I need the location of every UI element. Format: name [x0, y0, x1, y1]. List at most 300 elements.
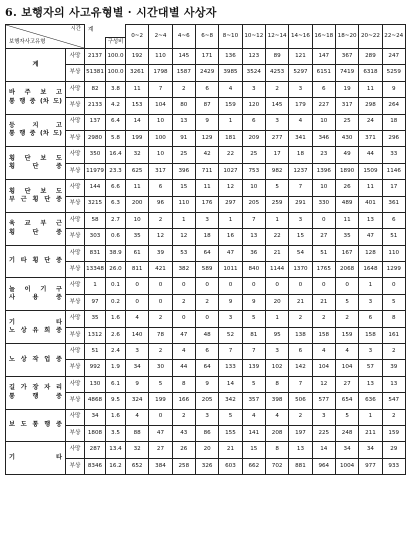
table-header [6, 25, 406, 49]
value-cell: 4 [126, 311, 149, 327]
value-cell: 2 [195, 294, 218, 310]
category-cell [6, 245, 66, 278]
value-cell: 298 [359, 98, 382, 114]
value-cell: 3 [359, 344, 382, 360]
value-cell: 167 [335, 245, 358, 261]
pct-cell: 3.5 [106, 425, 126, 441]
casualty-kind-cell: 사망 [66, 409, 85, 425]
value-cell: 100 [149, 130, 172, 146]
value-cell: 2 [149, 311, 172, 327]
value-cell: 54 [289, 245, 312, 261]
category-label-line: 통 행 중 (차 도) [9, 130, 62, 138]
table-row [6, 376, 406, 392]
total-cell: 3215 [85, 196, 106, 212]
value-cell: 25 [172, 147, 195, 163]
category-cell [6, 311, 66, 344]
category-label-line: 횡 단 보 도 [9, 187, 62, 195]
total-cell: 4868 [85, 393, 106, 409]
value-cell: 128 [359, 245, 382, 261]
value-cell: 211 [359, 425, 382, 441]
value-cell: 205 [195, 393, 218, 409]
value-cell: 317 [149, 163, 172, 179]
value-cell: 3 [312, 409, 335, 425]
total-cell: 1808 [85, 425, 106, 441]
value-cell: 2 [382, 344, 405, 360]
value-cell: 10 [312, 114, 335, 130]
value-cell: 0 [289, 278, 312, 294]
value-cell: 61 [126, 245, 149, 261]
value-cell: 158 [359, 327, 382, 343]
value-cell: 13 [359, 376, 382, 392]
value-cell: 10 [242, 180, 265, 196]
value-cell: 192 [126, 49, 149, 65]
value-cell: 11 [126, 180, 149, 196]
value-cell: 7 [289, 180, 312, 196]
time-slot-header: 18~20 [335, 25, 358, 49]
value-cell: 0 [149, 278, 172, 294]
value-cell: 398 [265, 393, 288, 409]
value-cell: 7 [242, 344, 265, 360]
value-cell: 1890 [335, 163, 358, 179]
value-cell: 15 [289, 229, 312, 245]
value-cell: 371 [359, 130, 382, 146]
value-cell: 26 [172, 442, 195, 458]
total-cell: 34 [85, 409, 106, 425]
value-cell: 1146 [382, 163, 405, 179]
value-cell: 53 [172, 245, 195, 261]
value-cell: 16 [219, 229, 242, 245]
casualty-kind-cell: 부상 [66, 393, 85, 409]
value-cell: 147 [312, 49, 335, 65]
table-row [6, 311, 406, 327]
total-cell: 11979 [85, 163, 106, 179]
value-cell: 1370 [289, 262, 312, 278]
value-cell: 326 [195, 458, 218, 474]
value-cell: 14 [312, 442, 335, 458]
value-cell: 7419 [335, 65, 358, 81]
casualty-kind-cell: 부상 [66, 458, 85, 474]
value-cell: 138 [289, 327, 312, 343]
value-cell: 9 [195, 114, 218, 130]
value-cell: 205 [242, 196, 265, 212]
value-cell: 840 [242, 262, 265, 278]
value-cell: 702 [265, 458, 288, 474]
value-cell: 139 [242, 360, 265, 376]
value-cell: 145 [265, 98, 288, 114]
table-row [6, 65, 406, 81]
casualty-kind-cell: 부상 [66, 163, 85, 179]
table-row [6, 294, 406, 310]
value-cell: 2 [335, 311, 358, 327]
total-cell: 137 [85, 114, 106, 130]
value-cell: 4 [172, 344, 195, 360]
value-cell: 330 [312, 196, 335, 212]
value-cell: 89 [265, 49, 288, 65]
pct-cell: 100.0 [106, 65, 126, 81]
value-cell: 3985 [219, 65, 242, 81]
category-cell [6, 180, 66, 213]
value-cell: 6 [312, 81, 335, 97]
value-cell: 0 [219, 278, 242, 294]
value-cell: 120 [242, 98, 265, 114]
value-cell: 22 [265, 229, 288, 245]
casualty-kind-cell: 사망 [66, 376, 85, 392]
pct-cell: 23.3 [106, 163, 126, 179]
value-cell: 17 [265, 147, 288, 163]
value-cell: 324 [126, 393, 149, 409]
value-cell: 3 [265, 114, 288, 130]
value-cell: 141 [242, 425, 265, 441]
table-row [6, 114, 406, 130]
value-cell: 33 [382, 147, 405, 163]
value-cell: 26 [335, 180, 358, 196]
pct-cell: 1.9 [106, 360, 126, 376]
casualty-kind-cell: 부상 [66, 229, 85, 245]
value-cell: 176 [195, 196, 218, 212]
category-cell [6, 114, 66, 147]
value-cell: 18 [289, 147, 312, 163]
value-cell: 7 [219, 344, 242, 360]
value-cell: 104 [149, 98, 172, 114]
category-label-line: 횡 단 중 [9, 163, 62, 171]
value-cell: 49 [335, 147, 358, 163]
pct-cell: 4.2 [106, 98, 126, 114]
value-cell: 384 [149, 458, 172, 474]
value-cell: 12 [172, 229, 195, 245]
value-cell: 10 [312, 180, 335, 196]
value-cell: 5 [242, 376, 265, 392]
value-cell: 11 [359, 81, 382, 97]
value-cell: 30 [149, 360, 172, 376]
value-cell: 91 [172, 130, 195, 146]
value-cell: 0 [126, 278, 149, 294]
table-row [6, 81, 406, 97]
value-cell: 430 [335, 130, 358, 146]
value-cell: 506 [289, 393, 312, 409]
pct-cell: 6.6 [106, 180, 126, 196]
value-cell: 140 [126, 327, 149, 343]
value-cell: 14 [219, 376, 242, 392]
value-cell: 10 [149, 147, 172, 163]
table-row [6, 393, 406, 409]
value-cell: 0 [195, 278, 218, 294]
value-cell: 1011 [219, 262, 242, 278]
value-cell: 129 [195, 130, 218, 146]
pct-cell: 1.6 [106, 409, 126, 425]
category-label-line: 기 타 [9, 318, 62, 326]
time-slot-header: 14~16 [289, 25, 312, 49]
category-label-line: 놀 이 기 구 [9, 286, 62, 293]
value-cell: 361 [382, 196, 405, 212]
casualty-table [5, 24, 406, 475]
value-cell: 1 [265, 311, 288, 327]
value-cell: 6318 [359, 65, 382, 81]
total-header-spacer [85, 38, 106, 49]
category-label-line: 노 상 작 업 중 [9, 355, 62, 363]
value-cell: 133 [219, 360, 242, 376]
value-cell: 18 [195, 229, 218, 245]
value-cell: 42 [195, 147, 218, 163]
value-cell: 11 [195, 180, 218, 196]
corner-header-cell [6, 25, 85, 49]
value-cell: 9 [382, 81, 405, 97]
table-row [6, 229, 406, 245]
value-cell: 47 [219, 245, 242, 261]
value-cell: 577 [312, 393, 335, 409]
value-cell: 9 [126, 376, 149, 392]
pct-cell: 0.2 [106, 294, 126, 310]
table-row [6, 458, 406, 474]
value-cell: 21 [219, 442, 242, 458]
value-cell: 547 [382, 393, 405, 409]
total-cell: 8346 [85, 458, 106, 474]
value-cell: 13 [382, 376, 405, 392]
value-cell: 0 [195, 311, 218, 327]
value-cell: 200 [126, 196, 149, 212]
value-cell: 3 [195, 212, 218, 228]
value-cell: 15 [242, 442, 265, 458]
casualty-kind-cell: 부상 [66, 294, 85, 310]
value-cell: 0 [382, 278, 405, 294]
value-cell: 3 [265, 344, 288, 360]
value-cell: 357 [242, 393, 265, 409]
value-cell: 259 [265, 196, 288, 212]
value-cell: 64 [195, 245, 218, 261]
pct-cell: 2.4 [106, 344, 126, 360]
value-cell: 341 [289, 130, 312, 146]
table-body [6, 49, 406, 475]
category-label-line: 길 가 장 자 리 [9, 384, 62, 392]
total-cell: 2133 [85, 98, 106, 114]
value-cell: 34 [126, 360, 149, 376]
value-cell: 296 [382, 130, 405, 146]
category-label-line: 바 주 보 고 [9, 89, 62, 97]
pct-cell: 3.8 [106, 81, 126, 97]
total-cell: 82 [85, 81, 106, 97]
pct-cell: 1.6 [106, 311, 126, 327]
value-cell: 625 [126, 163, 149, 179]
casualty-kind-cell: 사망 [66, 114, 85, 130]
category-label-line: 부 근 횡 단 중 [9, 196, 62, 204]
total-header: 계 [85, 25, 126, 38]
time-slot-header: 16~18 [312, 25, 335, 49]
value-cell: 57 [359, 360, 382, 376]
table-row [6, 147, 406, 163]
casualty-kind-cell: 사망 [66, 344, 85, 360]
time-slot-header: 20~22 [359, 25, 382, 49]
value-cell: 2 [149, 212, 172, 228]
value-cell: 7 [149, 81, 172, 97]
casualty-kind-cell: 사망 [66, 311, 85, 327]
value-cell: 289 [359, 49, 382, 65]
time-slot-header: 22~24 [382, 25, 405, 49]
value-cell: 342 [219, 393, 242, 409]
value-cell: 19 [335, 81, 358, 97]
value-cell: 3 [242, 81, 265, 97]
value-cell: 6151 [312, 65, 335, 81]
value-cell: 2 [149, 344, 172, 360]
value-cell: 27 [312, 229, 335, 245]
value-cell: 171 [195, 49, 218, 65]
value-cell: 95 [265, 327, 288, 343]
value-cell: 3261 [126, 65, 149, 81]
value-cell: 1509 [359, 163, 382, 179]
value-cell: 0 [172, 311, 195, 327]
value-cell: 1396 [312, 163, 335, 179]
value-cell: 102 [265, 360, 288, 376]
value-cell: 5259 [382, 65, 405, 81]
value-cell: 6 [289, 344, 312, 360]
value-cell: 34 [359, 442, 382, 458]
value-cell: 110 [149, 49, 172, 65]
value-cell: 199 [126, 130, 149, 146]
value-cell: 47 [359, 229, 382, 245]
table-row [6, 442, 406, 458]
value-cell: 47 [149, 425, 172, 441]
value-cell: 7 [289, 376, 312, 392]
value-cell: 3 [195, 409, 218, 425]
category-cell [6, 147, 66, 180]
value-cell: 5 [265, 180, 288, 196]
value-cell: 166 [172, 393, 195, 409]
pct-cell: 0.6 [106, 229, 126, 245]
value-cell: 8 [172, 376, 195, 392]
value-cell: 208 [265, 425, 288, 441]
value-cell: 161 [382, 327, 405, 343]
value-cell: 1 [219, 212, 242, 228]
value-cell: 153 [126, 98, 149, 114]
table-row [6, 425, 406, 441]
pct-cell: 6.4 [106, 114, 126, 130]
value-cell: 2 [172, 409, 195, 425]
value-cell: 264 [382, 98, 405, 114]
value-cell: 933 [382, 458, 405, 474]
value-cell: 382 [172, 262, 195, 278]
value-cell: 121 [289, 49, 312, 65]
value-cell: 29 [382, 442, 405, 458]
category-cell [6, 212, 66, 245]
document-title: 6. 보행자의 사고유형별 · 시간대별 사상자 [5, 6, 217, 19]
category-label-line: 횡 단 보 도 [9, 154, 62, 162]
value-cell: 21 [289, 294, 312, 310]
value-cell: 3 [359, 294, 382, 310]
value-cell: 158 [312, 327, 335, 343]
casualty-kind-cell: 부상 [66, 360, 85, 376]
total-cell: 51381 [85, 65, 106, 81]
casualty-kind-cell: 사망 [66, 245, 85, 261]
value-cell: 3 [126, 344, 149, 360]
casualty-kind-cell: 부상 [66, 98, 85, 114]
value-cell: 1 [172, 212, 195, 228]
value-cell: 1144 [265, 262, 288, 278]
value-cell: 5297 [289, 65, 312, 81]
value-cell: 81 [242, 327, 265, 343]
value-cell: 123 [242, 49, 265, 65]
value-cell: 6 [359, 311, 382, 327]
value-cell: 2 [312, 311, 335, 327]
value-cell: 8 [265, 442, 288, 458]
casualty-kind-cell: 사망 [66, 180, 85, 196]
value-cell: 179 [289, 98, 312, 114]
total-cell: 2980 [85, 130, 106, 146]
value-cell: 1587 [172, 65, 195, 81]
time-slot-header: 4~6 [172, 25, 195, 49]
casualty-kind-cell: 부상 [66, 262, 85, 278]
value-cell: 48 [195, 327, 218, 343]
table-row [6, 130, 406, 146]
category-cell [6, 376, 66, 409]
table-row [6, 49, 406, 65]
value-cell: 0 [126, 294, 149, 310]
value-cell: 753 [242, 163, 265, 179]
value-cell: 6 [242, 114, 265, 130]
value-cell: 964 [312, 458, 335, 474]
value-cell: 2429 [195, 65, 218, 81]
value-cell: 36 [242, 245, 265, 261]
value-cell: 21 [312, 294, 335, 310]
value-cell: 277 [265, 130, 288, 146]
value-cell: 317 [335, 98, 358, 114]
value-cell: 27 [149, 442, 172, 458]
value-cell: 1027 [219, 163, 242, 179]
time-slot-header: 8~10 [219, 25, 242, 49]
casualty-kind-cell: 부상 [66, 130, 85, 146]
value-cell: 6 [382, 212, 405, 228]
value-cell: 346 [312, 130, 335, 146]
casualty-kind-cell: 사망 [66, 147, 85, 163]
value-cell: 12 [219, 180, 242, 196]
value-cell: 32 [126, 442, 149, 458]
pct-header: 구성비 [106, 38, 126, 49]
value-cell: 11 [126, 81, 149, 97]
value-cell: 227 [312, 98, 335, 114]
value-cell: 39 [149, 245, 172, 261]
value-cell: 20 [195, 442, 218, 458]
value-cell: 982 [265, 163, 288, 179]
value-cell: 396 [172, 163, 195, 179]
casualty-kind-cell: 부상 [66, 65, 85, 81]
casualty-kind-cell: 사망 [66, 212, 85, 228]
value-cell: 4 [312, 344, 335, 360]
value-cell: 0 [172, 278, 195, 294]
value-cell: 12 [149, 229, 172, 245]
pct-cell: 16.4 [106, 147, 126, 163]
value-cell: 0 [149, 294, 172, 310]
value-cell: 110 [382, 245, 405, 261]
value-cell: 489 [335, 196, 358, 212]
value-cell: 22 [219, 147, 242, 163]
value-cell: 0 [312, 212, 335, 228]
value-cell: 11 [335, 212, 358, 228]
pct-cell: 9.5 [106, 393, 126, 409]
value-cell: 64 [195, 360, 218, 376]
value-cell: 0 [242, 278, 265, 294]
total-cell: 13348 [85, 262, 106, 278]
value-cell: 44 [359, 147, 382, 163]
value-cell: 80 [172, 98, 195, 114]
category-cell [6, 409, 66, 442]
value-cell: 3 [289, 81, 312, 97]
table-row [6, 98, 406, 114]
value-cell: 2 [289, 311, 312, 327]
casualty-kind-cell: 부상 [66, 425, 85, 441]
value-cell: 5 [219, 409, 242, 425]
value-cell: 2 [172, 294, 195, 310]
pct-cell: 2.6 [106, 327, 126, 343]
time-slot-header: 0~2 [126, 25, 149, 49]
total-cell: 992 [85, 360, 106, 376]
value-cell: 3 [219, 311, 242, 327]
